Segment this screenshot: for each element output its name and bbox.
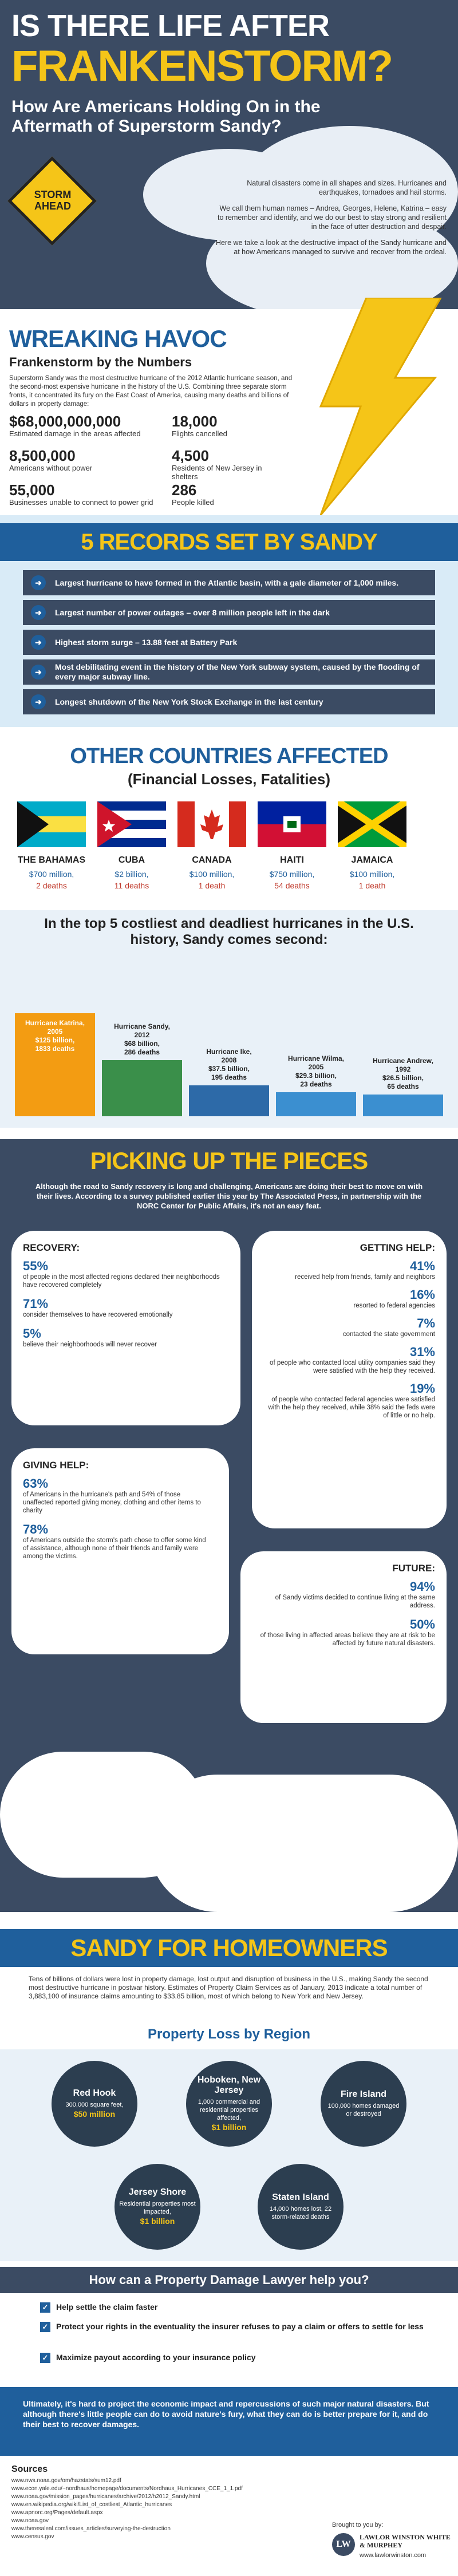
arrow-right-icon: ➜ <box>31 575 46 590</box>
checkmark-icon: ✓ <box>40 2302 50 2313</box>
arrow-right-icon: ➜ <box>31 694 46 709</box>
country-loss: $700 million, <box>29 870 74 879</box>
benefit-text: Protect your rights in the eventuality the insurer refuses to pay a claim or offers to settle for less <box>56 2322 424 2331</box>
lightning-bolt-icon <box>298 298 447 515</box>
source-link[interactable]: www.apnorc.org/Pages/default.aspx <box>11 2510 103 2516</box>
recovery-list <box>23 1259 229 1349</box>
stat-label: Businesses unable to connect to power grid <box>9 498 153 507</box>
country-loss: $100 million, <box>189 870 235 879</box>
conclusion-text: Ultimately, it's hard to project the economic impact and repercussions of such major natural disasters. But although there's little people can do to avoid nature's fury, what they can do is better prepare for it, and do their best to recover damages. <box>23 2399 429 2429</box>
region-desc: 100,000 homes damaged or destroyed <box>327 2103 400 2117</box>
pct-desc: of people who contacted federal agencies were satisfied with the help they received, while 38% said the feds were of little or no help. <box>268 1396 435 1419</box>
main-subtitle: How Are Americans Holding On in the Aftermath of Superstorm Sandy? <box>11 97 321 136</box>
pct-desc: resorted to federal agencies <box>353 1302 435 1309</box>
region-circle <box>114 2164 200 2250</box>
pct-value: 31% <box>409 1345 435 1359</box>
country-loss: $750 million, <box>269 870 315 879</box>
getting-help-heading: GETTING HELP: <box>360 1242 435 1253</box>
stat-number: 4,500 <box>172 447 210 464</box>
record-text: Highest storm surge – 13.88 feet at Battery Park <box>55 637 238 647</box>
pct-desc: received help from friends, family and neighbors <box>295 1274 435 1281</box>
stat-label: Residents of New Jersey in shelters <box>172 464 262 481</box>
country-deaths: 54 deaths <box>274 881 310 890</box>
stat-number: 18,000 <box>172 413 218 430</box>
source-link[interactable]: www.census.gov <box>11 2534 54 2540</box>
hurricane-label: Hurricane Andrew, 1992 $26.5 billion, 65 deaths <box>373 1057 433 1091</box>
record-text: Longest shutdown of the New York Stock Exchange in the last century <box>55 697 323 706</box>
country-deaths: 11 deaths <box>114 881 149 890</box>
bahamas-flag-icon <box>17 801 86 847</box>
lawyer-benefit <box>40 2322 429 2332</box>
hurricane-bar <box>276 1092 356 1116</box>
pct-desc: of people who contacted local utility companies said they were satisfied with the help they received. <box>270 1360 435 1374</box>
stat-number: 286 <box>172 481 197 499</box>
source-link[interactable]: www.nws.noaa.gov/om/hazstats/sum12.pdf <box>11 2478 121 2484</box>
homeowners-title: SANDY FOR HOMEOWNERS <box>0 1929 458 1967</box>
record-item <box>23 600 435 625</box>
source-link[interactable]: www.en.wikipedia.org/wiki/List_of_costliest_Atlantic_hurricanes <box>11 2502 172 2508</box>
region-circle <box>186 2061 272 2147</box>
record-item <box>23 570 435 595</box>
jamaica-flag-icon <box>338 801 406 847</box>
country-name: HAITI <box>280 855 304 865</box>
pct-desc: of those living in affected areas believe they are at risk to be affected by future natural disasters. <box>260 1632 435 1647</box>
arrow-right-icon: ➜ <box>31 665 46 679</box>
top5-title: In the top 5 costliest and deadliest hurricanes in the U.S. history, Sandy comes second: <box>44 916 414 947</box>
future-list <box>252 1580 435 1647</box>
stat-block <box>9 448 158 472</box>
countries-subtitle: (Financial Losses, Fatalities) <box>128 771 330 788</box>
region-desc: 14,000 homes lost, 22 storm-related deaths <box>269 2206 332 2221</box>
property-loss-title: Property Loss by Region <box>147 2026 311 2042</box>
region-circle <box>258 2164 344 2250</box>
hurricane-cost-chart <box>11 950 447 1122</box>
intro-paragraph: We call them human names – Andrea, Georges, Helene, Katrina – easy to remember and identify, and we do our best to stay strong and resilient in the face of utter destruction and despair. <box>218 204 447 231</box>
region-name: Fire Island <box>340 2089 387 2099</box>
region-name: Hoboken, New Jersey <box>197 2075 261 2095</box>
stat-block <box>172 413 286 438</box>
region-desc: 300,000 square feet, <box>65 2101 124 2108</box>
stat-label: Estimated damage in the areas affected <box>9 429 141 438</box>
pct-desc: of Americans outside the storm's path chose to offer some kind of assistance, although none of their friends and family were among the victims. <box>23 1537 206 1560</box>
source-link[interactable]: www.theresaleal.com/issues_articles/surveying-the-destruction <box>11 2526 171 2532</box>
haiti-flag-icon <box>258 801 326 847</box>
source-link[interactable]: www.noaa.gov <box>11 2518 49 2524</box>
pct-value: 16% <box>409 1287 435 1302</box>
pct-desc: of Americans in the hurricane's path and 54% of those unaffected reported giving money, clothing and other items to charity <box>23 1491 201 1514</box>
homeowners-description: Tens of billions of dollars were lost in property damage, lost output and disruption of business in the U.S., making Sandy the second most destructive hurricane in postwar history. Estimates of Property Claim Services as of January, 2013 indicate a total number of 3,883,100 of insurance claims amounting to $33.85 billion, most of which belong to New York and New Jersey. <box>29 1975 428 2000</box>
region-circle <box>52 2061 137 2147</box>
region-name: Jersey Shore <box>128 2187 187 2197</box>
checkmark-icon: ✓ <box>40 2353 50 2363</box>
giving-help-heading: GIVING HELP: <box>23 1460 89 1471</box>
picking-intro: Although the road to Sandy recovery is long and challenging, Americans are doing their best to move on with their lives. According to a survey published earlier this year by The Associated Press, in partnership with the NORC Center for Public Affairs, it's not an easy feat. <box>35 1182 423 1210</box>
region-name: Staten Island <box>272 2192 329 2202</box>
hurricane-label: Hurricane Sandy, 2012 $68 billion, 286 deaths <box>114 1022 170 1056</box>
stat-label: Flights cancelled <box>172 429 227 438</box>
pct-desc: believe their neighborhoods will never recover <box>23 1341 157 1348</box>
wreaking-havoc-description: Superstorm Sandy was the most destructive hurricane of the 2012 Atlantic hurricane season, and the second-most expensive hurricane in the history of the U.S. Combining three separate storm fronts, it concentrated its fury on the East Coast of America, causing many deaths and billions of dollars in property damage: <box>9 375 293 408</box>
hurricane-label: Hurricane Ike, 2008 $37.5 billion, 195 deaths <box>206 1048 252 1081</box>
intro-paragraph: Natural disasters come in all shapes and sizes. Hurricanes and earthquakes, tornadoes and hail storms. <box>247 179 447 196</box>
stat-block <box>9 413 158 438</box>
firm-name: LAWLOR WINSTON WHITE & MURPHEY <box>360 2533 451 2549</box>
pct-value: 71% <box>23 1297 49 1311</box>
record-text: Most debilitating event in the history of the New York subway system, caused by the flooding of every major subway line. <box>55 662 420 681</box>
pct-value: 94% <box>409 1579 435 1594</box>
country-loss: $2 billion, <box>114 870 149 879</box>
pct-desc: of people in the most affected regions declared their neighborhoods have recovered completely <box>23 1274 220 1289</box>
stat-number: 8,500,000 <box>9 447 76 464</box>
region-name: Red Hook <box>73 2088 116 2098</box>
countries-title: OTHER COUNTRIES AFFECTED <box>70 744 388 768</box>
stat-label: People killed <box>172 498 214 507</box>
storm-sign-text: STORM AHEAD <box>34 189 72 212</box>
pct-value: 50% <box>409 1617 435 1631</box>
sources-heading: Sources <box>11 2464 48 2474</box>
pct-value: 55% <box>23 1259 49 1273</box>
hurricane-label: Hurricane Wilma, 2005 $29.3 billion, 23 deaths <box>288 1054 344 1088</box>
record-text: Largest hurricane to have formed in the Atlantic basin, with a gale diameter of 1,000 miles. <box>55 578 399 587</box>
pct-value: 7% <box>417 1316 435 1330</box>
country-deaths: 1 death <box>198 881 226 890</box>
region-desc: 1,000 commercial and residential properties affected, <box>198 2099 260 2121</box>
hurricane-bar <box>102 1060 182 1116</box>
benefit-text: Maximize payout according to your insurance policy <box>56 2353 256 2362</box>
record-item <box>23 689 435 714</box>
record-item <box>23 659 435 685</box>
stat-label: Americans without power <box>9 464 93 472</box>
main-title-line1: IS THERE LIFE AFTER <box>11 9 330 43</box>
source-link[interactable]: www.econ.yale.edu/~nordhaus/homepage/documents/Nordhaus_Hurricanes_CCE_1_1.pdf <box>11 2486 243 2492</box>
record-item <box>23 630 435 655</box>
lawyer-benefit <box>40 2353 256 2363</box>
arrow-right-icon: ➜ <box>31 635 46 650</box>
hurricane-bar <box>363 1095 443 1116</box>
pct-value: 63% <box>23 1476 49 1491</box>
pct-value: 41% <box>409 1259 435 1273</box>
canada-flag-icon <box>177 801 246 847</box>
country-name: JAMAICA <box>351 855 393 865</box>
region-desc: Residential properties most impacted, <box>119 2200 196 2215</box>
arrow-right-icon: ➜ <box>31 605 46 620</box>
record-text: Largest number of power outages – over 8 million people left in the dark <box>55 607 330 617</box>
firm-logo-icon: LW <box>332 2533 355 2556</box>
region-value: $50 million <box>73 2109 116 2119</box>
source-link[interactable]: www.noaa.gov/mission_pages/hurricanes/archive/2012/h2012_Sandy.html <box>11 2494 200 2500</box>
stat-block <box>172 448 286 481</box>
region-value: $1 billion <box>140 2217 175 2226</box>
country-name: THE BAHAMAS <box>17 855 86 865</box>
country-deaths: 1 death <box>358 881 386 890</box>
pct-value: 19% <box>409 1381 435 1396</box>
stat-block <box>172 482 286 507</box>
pct-value: 5% <box>23 1326 41 1341</box>
main-title-line2: FRANKENSTORM? <box>11 42 393 90</box>
lawyer-title: How can a Property Damage Lawyer help you? <box>0 2267 458 2293</box>
country-loss: $100 million, <box>349 870 395 879</box>
pct-desc: of Sandy victims decided to continue living at the same address. <box>275 1594 435 1609</box>
checkmark-icon: ✓ <box>40 2322 50 2332</box>
pct-value: 78% <box>23 1522 49 1536</box>
intro-paragraph: Here we take a look at the destructive impact of the Sandy hurricane and at how Americans managed to survive and recover from the ordeal. <box>215 239 447 256</box>
stat-number: 55,000 <box>9 481 55 499</box>
cuba-flag-icon <box>97 801 166 847</box>
pct-desc: consider themselves to have recovered emotionally <box>23 1311 173 1318</box>
getting-help-list <box>263 1259 435 1420</box>
records-title: 5 RECORDS SET BY SANDY <box>0 523 458 561</box>
wreaking-havoc-subtitle: Frankenstorm by the Numbers <box>9 355 192 369</box>
cloud-shape <box>149 1775 458 1912</box>
recovery-heading: RECOVERY: <box>23 1242 80 1253</box>
benefit-text: Help settle the claim faster <box>56 2302 158 2312</box>
wreaking-havoc-title: WREAKING HAVOC <box>9 325 227 352</box>
picking-title: PICKING UP THE PIECES <box>90 1147 368 1174</box>
hurricane-bar <box>189 1085 269 1116</box>
country-name: CUBA <box>118 855 145 865</box>
brought-by-label: Brought to you by: <box>332 2522 384 2528</box>
country-name: CANADA <box>192 855 232 865</box>
country-deaths: 2 deaths <box>36 881 67 890</box>
stat-block <box>9 482 158 507</box>
giving-help-list <box>23 1477 212 1560</box>
firm-url[interactable]: www.lawlorwinston.com <box>360 2552 427 2559</box>
region-value: $1 billion <box>211 2123 247 2132</box>
pct-desc: contacted the state government <box>342 1331 435 1338</box>
region-circle <box>321 2061 406 2147</box>
future-heading: FUTURE: <box>392 1563 435 1574</box>
stat-number: $68,000,000,000 <box>9 413 121 430</box>
hurricane-label: Hurricane Katrina, 2005 $125 billion, 1833 deaths <box>25 1019 85 1053</box>
intro-text <box>212 179 447 263</box>
lawyer-benefit <box>40 2302 157 2313</box>
